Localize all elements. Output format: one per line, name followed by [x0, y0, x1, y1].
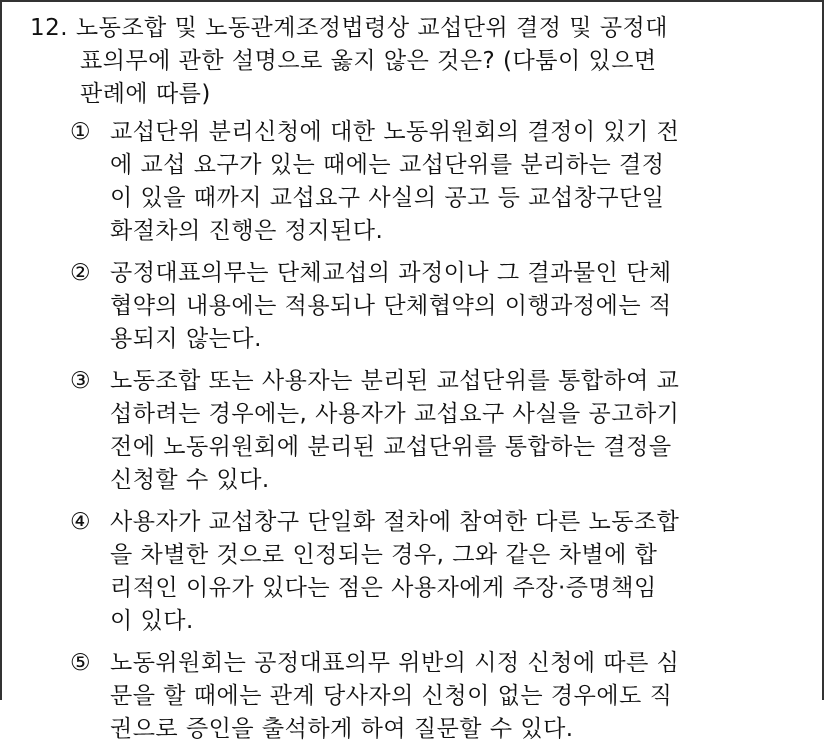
option-line: 교섭단위 분리신청에 대한 노동위원회의 결정이 있기 전 [110, 119, 680, 145]
option-marker: ① [70, 119, 91, 145]
option-line: 협약의 내용에는 적용되나 단체협약의 이행과정에는 적 [110, 293, 672, 319]
question-line-2: 표의무에 관한 설명으로 옳지 않은 것은? (다툼이 있으면 [80, 48, 657, 74]
question-line-3: 판례에 따름) [80, 81, 211, 107]
option-line: 에 교섭 요구가 있는 때에는 교섭단위를 분리하는 결정 [110, 152, 665, 178]
question-number: 12. [30, 15, 69, 41]
answer-options [70, 116, 790, 755]
option-line: 사용자가 교섭창구 단일화 절차에 참여한 다른 노동조합 [110, 509, 680, 535]
option-line: 노동조합 또는 사용자는 분리된 교섭단위를 통합하여 교 [110, 368, 680, 394]
option-line: 문을 할 때에는 관계 당사자의 신청이 없는 경우에도 직 [110, 683, 673, 709]
option-marker: ③ [70, 368, 91, 394]
question-line-1: 12. 노동조합 및 노동관계조정법령상 교섭단위 결정 및 공정대 [30, 15, 668, 41]
option-line: 화절차의 진행은 정지된다. [110, 218, 384, 244]
option-line: 섭하려는 경우에는, 사용자가 교섭요구 사실을 공고하기 [110, 401, 680, 427]
option-line: 노동위원회는 공정대표의무 위반의 시정 신청에 따른 심 [110, 650, 680, 676]
option-4[interactable] [70, 506, 790, 638]
option-line: 공정대표의무는 단체교섭의 과정이나 그 결과물인 단체 [110, 260, 672, 286]
option-marker: ④ [70, 509, 91, 535]
option-line: 리적인 이유가 있다는 점은 사용자에게 주장·증명책임 [110, 575, 657, 601]
option-3[interactable] [70, 365, 790, 497]
option-line: 전에 노동위원회에 분리된 교섭단위를 통합하는 결정을 [110, 434, 672, 460]
option-text [70, 116, 790, 248]
option-marker: ② [70, 260, 91, 286]
option-text [70, 647, 790, 746]
option-line: 이 있을 때까지 교섭요구 사실의 공고 등 교섭창구단일 [110, 185, 665, 211]
option-line: 신청할 수 있다. [110, 467, 270, 493]
option-text [70, 257, 790, 356]
question-stem [30, 12, 790, 111]
option-line: 용되지 않는다. [110, 326, 262, 352]
option-line: 을 차별한 것으로 인정되는 경우, 그와 같은 차별에 합 [110, 542, 658, 568]
option-text [70, 506, 790, 638]
option-text [70, 365, 790, 497]
option-line: 이 있다. [110, 608, 194, 634]
option-2[interactable] [70, 257, 790, 356]
option-1[interactable] [70, 116, 790, 248]
option-line: 권으로 증인을 출석하게 하여 질문할 수 있다. [110, 716, 574, 742]
option-marker: ⑤ [70, 650, 91, 676]
option-5[interactable] [70, 647, 790, 746]
